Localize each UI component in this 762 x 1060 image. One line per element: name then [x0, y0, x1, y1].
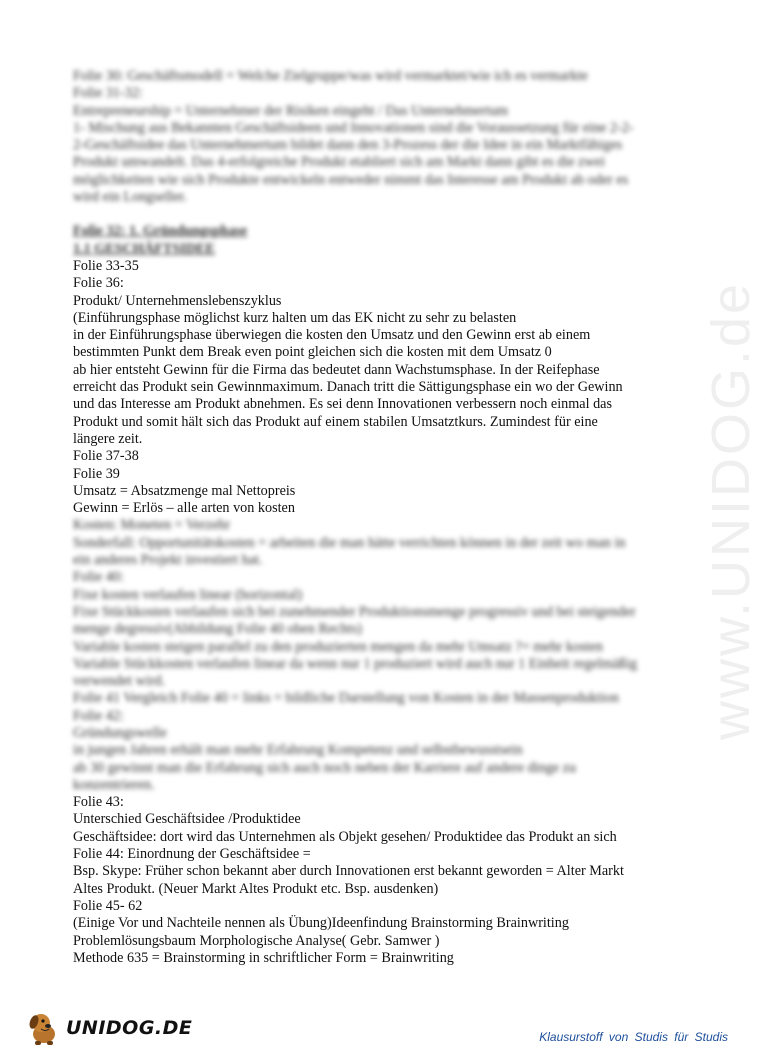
section-subheading: 1.1 GESCHÄFTSIDEE — [73, 240, 215, 257]
text-line: ab 30 gewinnt man die Erfahrung sich auch noch neben der Karriere auf andere dinge zu — [73, 759, 577, 776]
text-line: Folie 42: — [73, 707, 124, 724]
text-line: Folie 45- 62 — [73, 897, 143, 914]
text-line: längere zeit. — [73, 430, 143, 447]
text-line: Sonderfall: Opportunitätskosten = arbeiten die man hätte verrichten können in der zeit wo man in — [73, 534, 626, 551]
text-line: ein anderes Projekt investiert hat. — [73, 552, 263, 569]
text-line: Variable Stückkosten verlaufen linear da wenn nur 1 produziert wird auch nur 1 Einheit regelmäßig — [73, 655, 638, 672]
text-line: Unterschied Geschäftsidee /Produktidee — [73, 811, 301, 828]
unidog-logo[interactable] — [24, 1008, 192, 1048]
text-line: und das Interesse am Produkt abnehmen. Es sei denn Innovationen verbessern noch einmal das — [73, 396, 612, 413]
text-line: Produkt und somit hält sich das Produkt auf einem stabilen Umsatztkurs. Zumindest für eine — [73, 413, 598, 430]
text-line: Gründungswelle — [73, 724, 167, 741]
text-line: Folie 40: — [73, 569, 124, 586]
text-line: Bsp. Skype: Früher schon bekannt aber durch Innovationen erst bekannt geworden = Alter Markt — [73, 863, 624, 880]
blurred-middle-section — [73, 517, 638, 794]
text-line: Geschäftsidee: dort wird das Unternehmen als Objekt gesehen/ Produktidee das Produkt an sich — [73, 828, 617, 845]
blurred-top-section — [73, 68, 633, 258]
text-line: verwendet wird. — [73, 673, 166, 690]
text-line: Folie 37-38 — [73, 448, 139, 465]
text-line: Methode 635 = Brainstorming in schriftlicher Form = Brainwriting — [73, 949, 454, 966]
text-line: 2-Geschäftsidee das Unternehmertum bildet dann den 3-Prozess der die Idee in ein Marktfähiges — [73, 137, 623, 154]
text-line: wird ein Longseller. — [73, 189, 187, 206]
text-line: Altes Produkt. (Neuer Markt Altes Produkt etc. Bsp. ausdenken) — [73, 880, 439, 897]
section-heading: Folie 32: 1. Gründungsphase — [73, 223, 248, 240]
text-line: ab hier entsteht Gewinn für die Firma das bedeutet dann Wachstumsphase. In der Reifephase — [73, 361, 600, 378]
text-line: menge degressiv(Abbildung Folie 40 oben Rechts) — [73, 621, 362, 638]
text-line: möglichkeiten wie sich Produkte entwickeln entweder nimmt das Interesse am Produkt ab oder es — [73, 171, 629, 188]
text-line: Umsatz = Absatzmenge mal Nettopreis — [73, 482, 296, 499]
watermark-text: www.UNIDOG.de — [701, 280, 761, 740]
text-line: Fixe Stückkosten verlaufen sich bei zunehmender Produktionsmenge progressiv und bei steigender — [73, 603, 636, 620]
text-line: (Einige Vor und Nachteile nennen als Übung)Ideenfindung Brainstorming Brainwriting — [73, 915, 569, 932]
text-line: Folie 31-32: — [73, 85, 143, 102]
text-line: Folie 44: Einordnung der Geschäftsidee = — [73, 846, 311, 863]
text-line: erreicht das Produkt sein Gewinnmaximum. Danach tritt die Sättigungsphase ein wo der Gewinn — [73, 379, 623, 396]
text-line: Kosten: Moneten = Verzehr — [73, 517, 231, 534]
logo-text: UNIDOG.DE — [66, 1017, 193, 1039]
text-line: (Einführungsphase möglichst kurz halten um das EK nicht zu sehr zu belasten — [73, 309, 517, 326]
text-line: in der Einführungsphase überwiegen die kosten den Umsatz und den Gewinn erst ab einem — [73, 327, 591, 344]
text-line: bestimmten Punkt dem Break even point gleichen sich die kosten mit dem Umsatz 0 — [73, 344, 552, 361]
text-line: Produkt/ Unternehmenslebenszyklus — [73, 292, 282, 309]
text-line: Folie 36: — [73, 275, 124, 292]
text-line: Folie 33-35 — [73, 257, 139, 274]
text-line: Folie 43: — [73, 794, 124, 811]
clear-bottom-section — [73, 794, 633, 967]
text-line: konzentrieren. — [73, 776, 155, 793]
text-line: Fixe kosten verlaufen linear (horizontal) — [73, 586, 303, 603]
text-line: 1- Mischung aus Bekannten Geschäftsideen und Innovationen sind die Voraussetzung für eine 2-2- — [73, 119, 634, 136]
text-line: Problemlösungsbaum Morphologische Analyse( Gebr. Samwer ) — [73, 932, 440, 949]
document-body — [73, 68, 638, 967]
text-line: Entrepreneurship = Unternehmer der Risiken eingeht / Das Unternehmertum — [73, 102, 509, 119]
footer-tagline: Klausurstoff von Studis für Studis — [539, 1030, 728, 1044]
text-line: Gewinn = Erlös – alle arten von kosten — [73, 500, 295, 517]
text-line: Produkt umwandelt. Das 4-erfolgreiche Produkt etabliert sich am Markt dann gibt es die zwei — [73, 154, 605, 171]
dog-mascot-icon — [24, 1008, 64, 1048]
text-line: Folie 39 — [73, 465, 120, 482]
text-line: Variable kosten steigen parallel zu den produzierten mengen da mehr Umsatz ?= mehr kosten — [73, 638, 603, 655]
text-line: in jungen Jahren erhält man mehr Erfahrung Kompetenz und selbstbewusstsein — [73, 742, 523, 759]
text-line: Folie 41 Vergleich Folie 40 = links = bildliche Darstellung von Kosten in der Massenproduktion — [73, 690, 619, 707]
clear-middle-section — [73, 258, 633, 517]
text-line: Folie 30: Geschäftsmodell = Welche Zielgruppe/was wird vermarktet/wie ich es vermarkte — [73, 68, 588, 84]
